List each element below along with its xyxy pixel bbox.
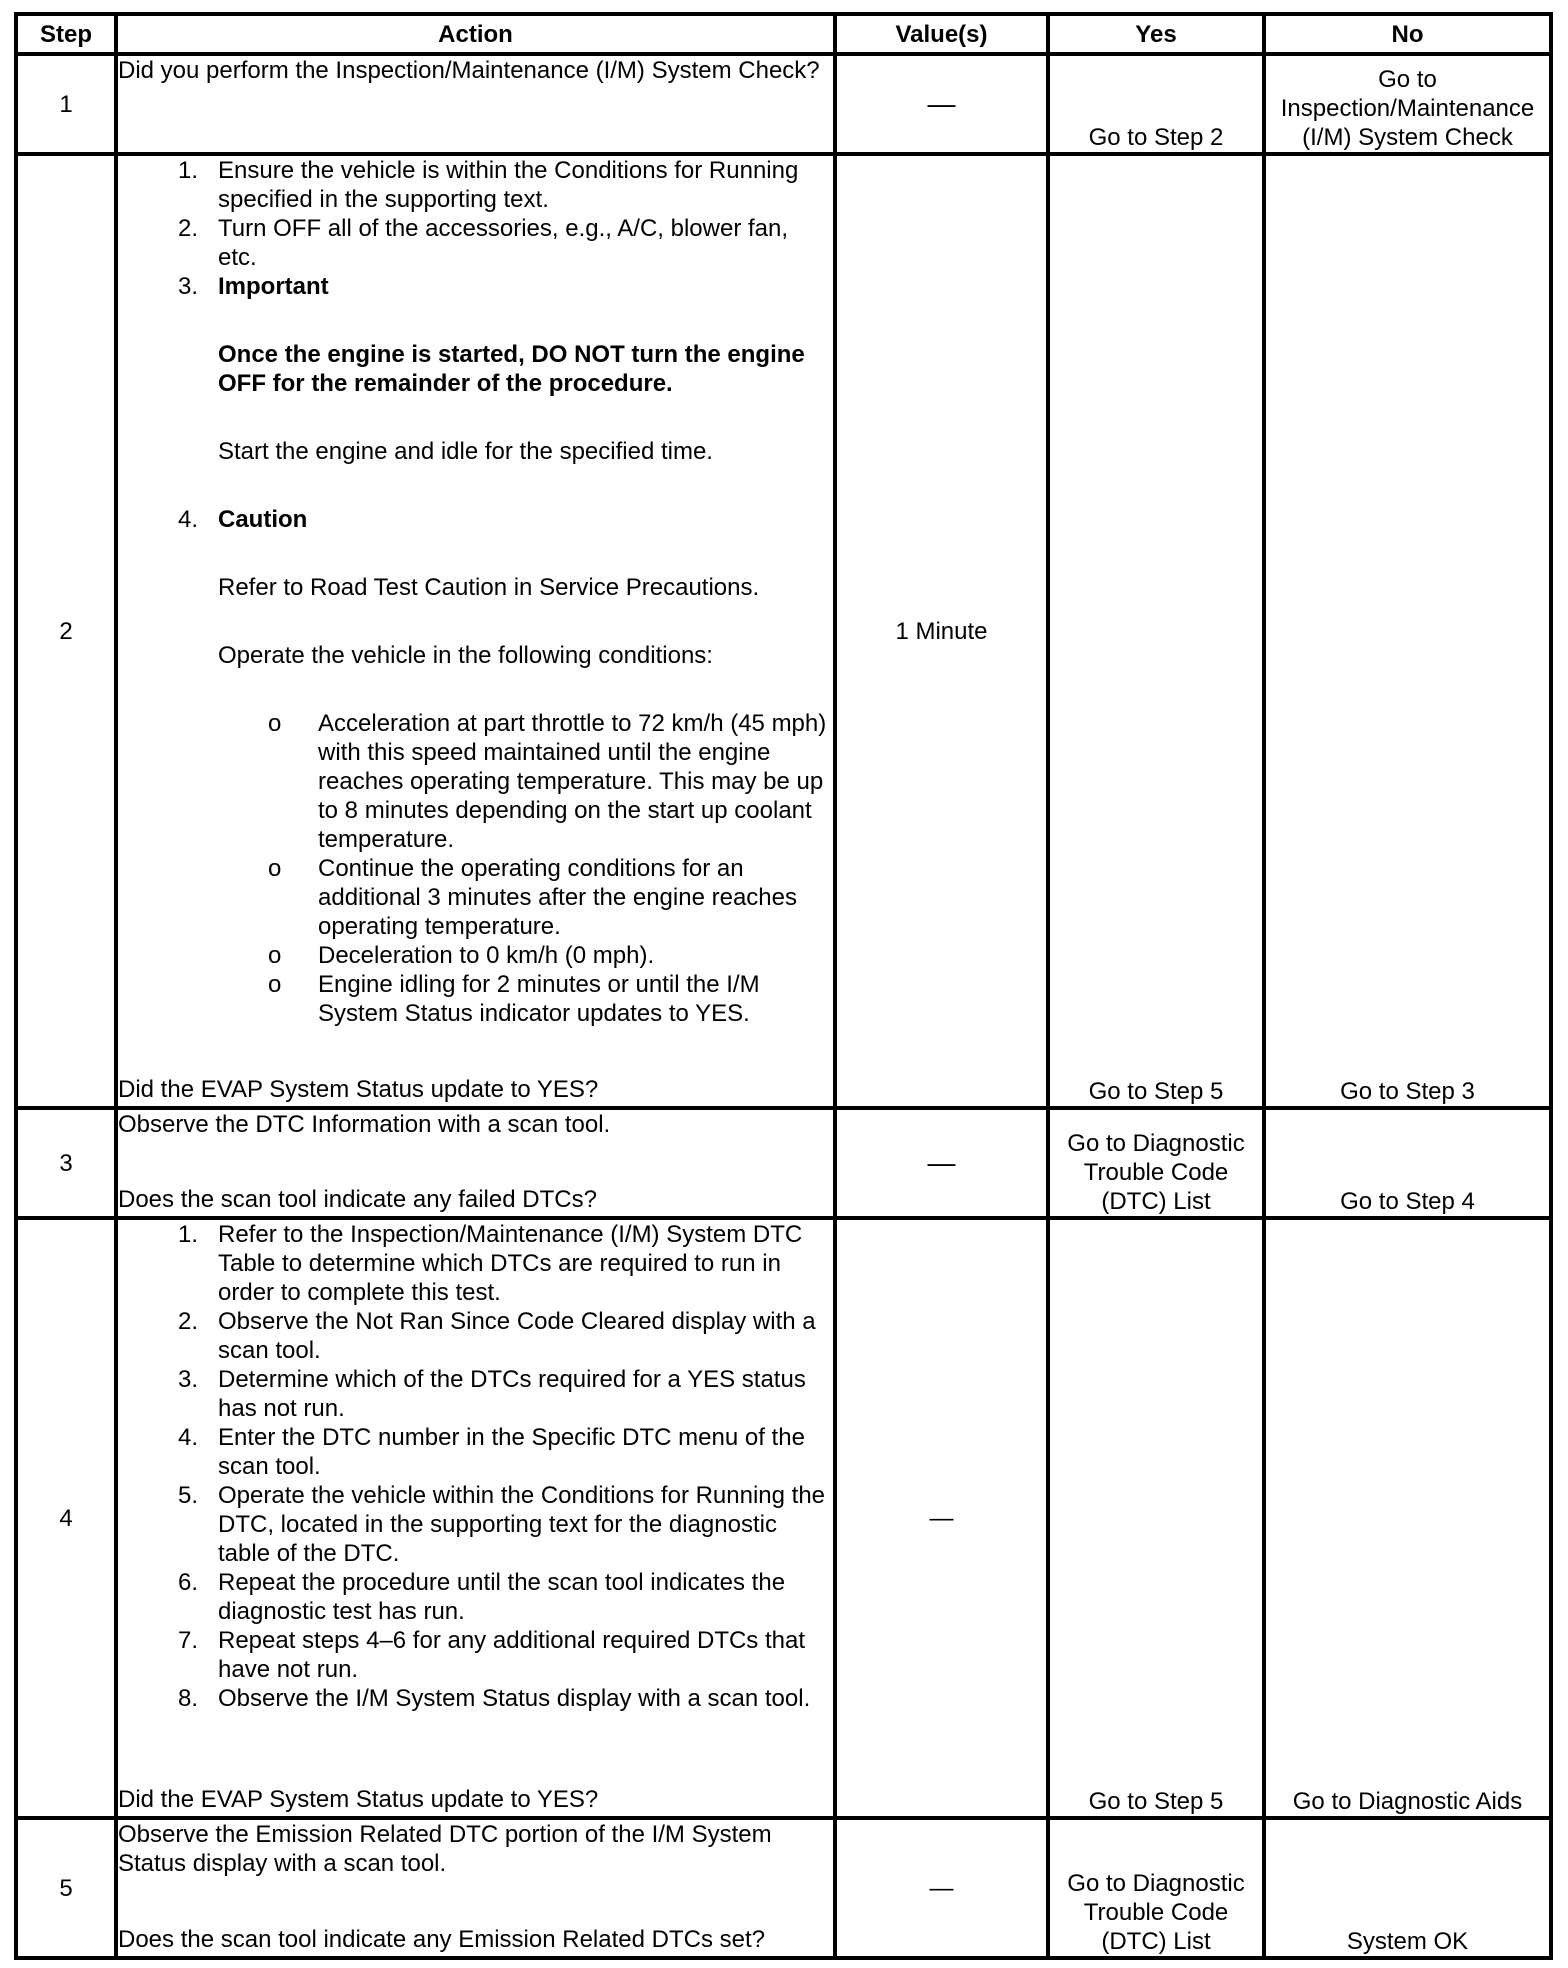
value-cell: — [835,1818,1048,1958]
action-text: Observe the DTC Information with a scan tool. [118,1111,611,1138]
header-values: Value(s) [835,14,1048,54]
header-row [16,14,1551,54]
list-item: 3. Important Once the engine is started, DO NOT turn the engine OFF for the remainder of the procedure. Start the engine and idle for the specified time. [118,272,833,505]
value-cell: 1 Minute [835,154,1048,1108]
step-number: 3 [16,1108,116,1218]
list-item: 7. Repeat steps 4–6 for any additional required DTCs that have not run. [177,1627,806,1683]
yes-cell: Go to Diagnostic Trouble Code (DTC) List [1048,1818,1264,1958]
list-item: 2. Observe the Not Ran Since Code Cleared display with a scan tool. [177,1308,816,1364]
step-number: 4 [16,1218,116,1818]
table-row-step-3 [16,1108,1551,1218]
value-cell: — [835,1218,1048,1818]
step-question: Did the EVAP System Status update to YES? [118,1786,599,1813]
step-question: Does the scan tool indicate any failed DTCs? [118,1186,597,1213]
yes-cell: Go to Step 2 [1048,54,1264,154]
important-warning: Once the engine is started, DO NOT turn the engine OFF for the remainder of the procedure. [218,341,805,397]
value-text: — [927,1146,956,1178]
start-engine-text: Start the engine and idle for the specified time. [218,438,713,465]
action-cell [116,1218,835,1818]
action-cell [116,54,835,154]
no-cell: Go to Step 3 [1264,154,1551,1108]
list-item: 8. Observe the I/M System Status display with a scan tool. [177,1685,811,1712]
yes-cell: Go to Step 5 [1048,1218,1264,1818]
conditions-list [118,709,833,1028]
caution-reference: Refer to Road Test Caution in Service Precautions. [218,574,760,601]
list-item: 1. Ensure the vehicle is within the Conditions for Running specified in the supporting text. [177,157,799,213]
no-cell: Go to Diagnostic Aids [1264,1218,1551,1818]
table-row-step-5 [16,1818,1551,1958]
list-item: 4. Enter the DTC number in the Specific DTC menu of the scan tool. [177,1424,805,1480]
yes-cell: Go to Diagnostic Trouble Code (DTC) List [1048,1108,1264,1218]
yes-cell: Go to Step 5 [1048,154,1264,1108]
procedure-list [118,156,833,670]
list-item: 4. Caution Refer to Road Test Caution in Service Precautions. Operate the vehicle in the following conditions: [118,505,833,670]
no-cell: Go to Inspection/Maintenance (I/M) System Check [1264,54,1551,154]
step-number: 2 [16,154,116,1108]
caution-heading: Caution [218,506,308,533]
condition-item: o Acceleration at part throttle to 72 km/h (45 mph) with this speed maintained until the engine reaches operating temperature. This may be up to 8 minutes depending on the start up coolant temperature. [118,709,833,854]
no-cell: Go to Step 4 [1264,1108,1551,1218]
header-action: Action [116,14,835,54]
list-item: 1. Refer to the Inspection/Maintenance (I/M) System DTC Table to determine which DTCs are required to run in order to complete this test. [177,1221,803,1306]
conditions-intro: Operate the vehicle in the following conditions: [218,642,713,669]
condition-item: o Deceleration to 0 km/h (0 mph). [118,941,833,970]
action-text: Did you perform the Inspection/Maintenance (I/M) System Check? [118,57,820,84]
table-row-step-4 [16,1218,1551,1818]
action-text: Observe the Emission Related DTC portion of the I/M System Status display with a scan tool. [118,1821,772,1877]
list-item: 2. Turn OFF all of the accessories, e.g., A/C, blower fan, etc. [177,215,789,271]
condition-item: o Engine idling for 2 minutes or until the I/M System Status indicator updates to YES. [118,970,833,1028]
list-item: 5. Operate the vehicle within the Conditions for Running the DTC, located in the supporting text for the diagnostic table of the DTC. [177,1482,826,1567]
procedure-list [118,1220,833,1713]
step-number: 5 [16,1818,116,1958]
important-heading: Important [218,273,329,300]
condition-item: o Continue the operating conditions for an additional 3 minutes after the engine reaches operating temperature. [118,854,833,941]
header-no: No [1264,14,1551,54]
table-row-step-1 [16,54,1551,154]
header-step: Step [16,14,116,54]
value-cell [835,1108,1048,1218]
step-question: Did the EVAP System Status update to YES? [118,1076,599,1103]
action-cell [116,1108,835,1218]
table-row-step-2 [16,154,1551,1108]
action-cell [116,154,835,1108]
header-yes: Yes [1048,14,1264,54]
step-number: 1 [16,54,116,154]
list-item: 6. Repeat the procedure until the scan tool indicates the diagnostic test has run. [177,1569,786,1625]
step-question: Does the scan tool indicate any Emission Related DTCs set? [118,1926,765,1953]
value-cell [835,54,1048,154]
value-text: — [927,87,956,119]
action-cell [116,1818,835,1958]
no-cell: System OK [1264,1818,1551,1958]
list-item: 3. Determine which of the DTCs required for a YES status has not run. [177,1366,806,1422]
diagnostic-table [14,12,1553,1960]
